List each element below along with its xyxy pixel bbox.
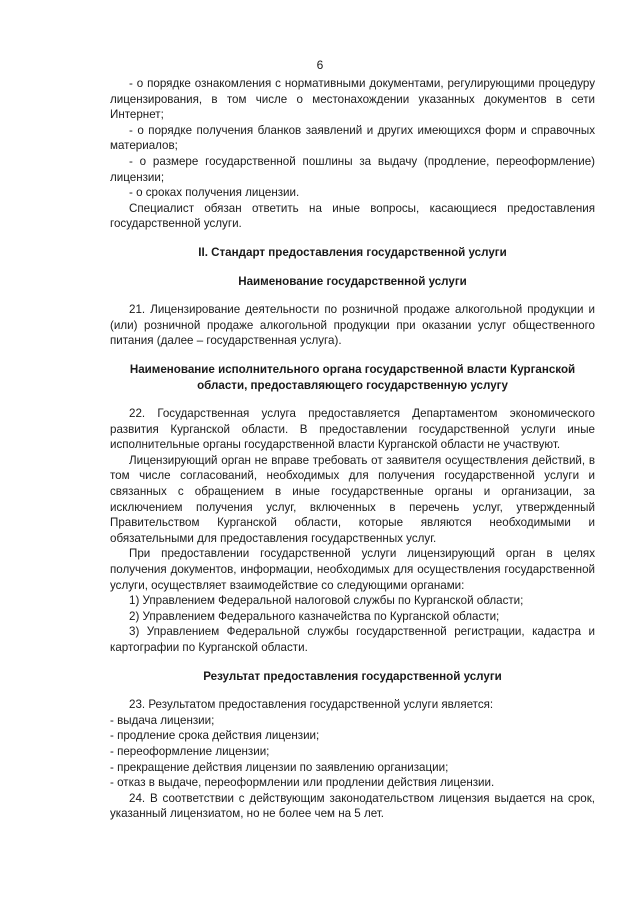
document-body [110, 76, 595, 822]
organ-item-2: 2) Управлением Федерального казначейства по Курганской области; [129, 609, 500, 623]
section-title: II. Стандарт предоставления государственной услуги [198, 245, 507, 259]
paragraph-22-interaction: При предоставлении государственной услуги лицензирующий орган в целях получения документов, информации, необходимых для осуществления государственной услуги, осуществляет взаимодействие со следующими органами: [110, 547, 595, 592]
result-item-2: - продление срока действия лицензии; [110, 729, 320, 743]
intro-item-4: - о сроках получения лицензии. [129, 186, 300, 200]
paragraph-22-restriction: Лицензирующий орган не вправе требовать от заявителя осуществления действий, в том числе согласований, необходимых для получения государственной услуги и связанных с обращением в иные государственные органы и организации, за исключением получения услуг, включенных в перечень услуг, утвержденный Правительством Курганской области, которые являются необходимыми и обязательными для предоставления государственных услуг. [110, 453, 595, 545]
organ-item-3: 3) Управлением Федеральной службы государственной регистрации, кадастра и картографии по Курганской области. [110, 625, 595, 654]
intro-item-2: - о порядке получения бланков заявлений и других имеющихся форм и справочных материалов; [110, 123, 595, 153]
organ-heading: Наименование исполнительного органа государственной власти Курганской области, предоставляющего государственную услугу [129, 362, 576, 392]
page-number: 6 [316, 58, 324, 72]
result-item-1: - выдача лицензии; [110, 713, 215, 727]
result-item-3: - переоформление лицензии; [110, 744, 270, 758]
result-item-4: - прекращение действия лицензии по заявлению организации; [110, 760, 449, 774]
intro-item-1: - о порядке ознакомления с нормативными документами, регулирующими процедуру лицензирования, в том числе о местонахождении указанных документов в сети Интернет; [110, 77, 595, 122]
paragraph-21: 21. Лицензирование деятельности по розничной продаже алкогольной продукции и (или) розничной продаже алкогольной продукции при оказании услуг общественного питания (далее – государственная услуга). [110, 303, 595, 348]
intro-item-3: - о размере государственной пошлины за выдачу (продление, переоформление) лицензии; [110, 154, 595, 184]
paragraph-24: 24. В соответствии с действующим законодательством лицензия выдается на срок, указанный лицензиатом, но не более чем на 5 лет. [110, 791, 595, 821]
paragraph-22: 22. Государственная услуга предоставляется Департаментом экономического развития Курганской области. В предоставлении государственной услуги иные исполнительные органы государственной власти Курганской области не участвуют. [110, 407, 595, 452]
organ-item-1: 1) Управлением Федеральной налоговой службы по Курганской области; [129, 594, 524, 608]
service-name-heading: Наименование государственной услуги [238, 274, 467, 288]
intro-closing: Специалист обязан ответить на иные вопросы, касающиеся предоставления государственной услуги. [110, 201, 595, 231]
paragraph-23: 23. Результатом предоставления государственной услуги является: [129, 698, 494, 712]
result-heading: Результат предоставления государственной услуги [203, 669, 502, 683]
result-item-5: - отказ в выдаче, переоформлении или продлении действия лицензии. [110, 776, 495, 790]
